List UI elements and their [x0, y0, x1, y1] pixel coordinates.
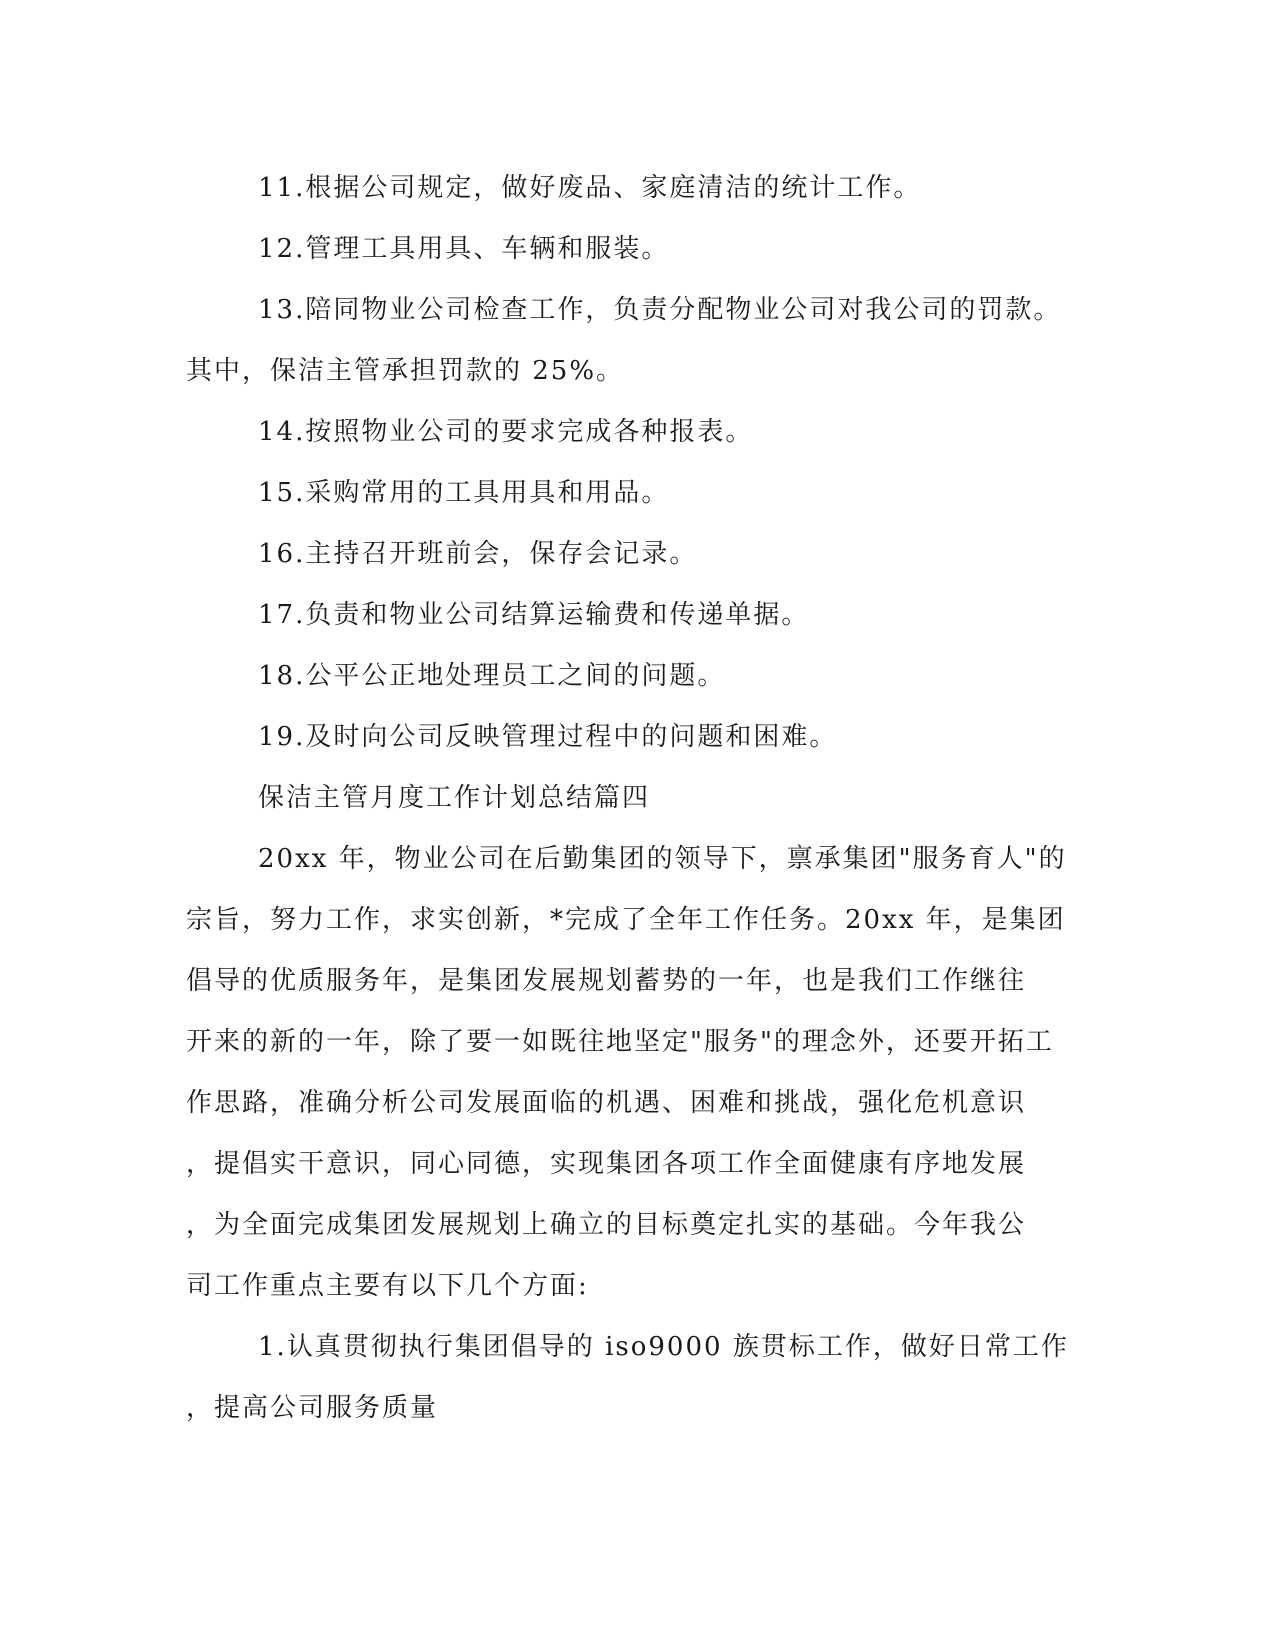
list-item-18: 18.公平公正地处理员工之间的问题。 — [258, 661, 726, 691]
list-item-13-line2: 其中，保洁主管承担罚款的 25%。 — [186, 356, 625, 386]
list-item-17: 17.负责和物业公司结算运输费和传递单据。 — [258, 600, 810, 630]
document-body — [186, 158, 1076, 1439]
intro-line-1: 20xx 年，物业公司在后勤集团的领导下，禀承集团"服务育人"的 — [258, 844, 1067, 874]
point-1-line2: ，提高公司服务质量 — [186, 1393, 439, 1423]
list-item-19: 19.及时向公司反映管理过程中的问题和困难。 — [258, 722, 838, 752]
intro-line-6: ，提倡实干意识，同心同德，实现集团各项工作全面健康有序地发展 — [186, 1149, 1027, 1179]
list-item-16: 16.主持召开班前会，保存会记录。 — [258, 539, 698, 569]
intro-line-7: ，为全面完成集团发展规划上确立的目标奠定扎实的基础。今年我公 — [186, 1210, 1027, 1240]
intro-line-8: 司工作重点主要有以下几个方面: — [186, 1271, 589, 1301]
section-heading: 保洁主管月度工作计划总结篇四 — [258, 783, 651, 813]
list-item-13-line1: 13.陪同物业公司检查工作，负责分配物业公司对我公司的罚款。 — [258, 295, 1062, 325]
intro-line-2: 宗旨，努力工作，求实创新，*完成了全年工作任务。20xx 年，是集团 — [186, 905, 1066, 935]
point-1-line1: 1.认真贯彻执行集团倡导的 iso9000 族贯标工作，做好日常工作 — [258, 1332, 1069, 1362]
intro-line-4: 开来的新的一年，除了要一如既往地坚定"服务"的理念外，还要开拓工 — [186, 1027, 1054, 1057]
list-item-11: 11.根据公司规定，做好废品、家庭清洁的统计工作。 — [258, 173, 922, 203]
list-item-14: 14.按照物业公司的要求完成各种报表。 — [258, 417, 754, 447]
list-item-12: 12.管理工具用具、车辆和服装。 — [258, 234, 670, 264]
intro-line-3: 倡导的优质服务年，是集团发展规划蓄势的一年，也是我们工作继往 — [186, 966, 1027, 996]
list-item-15: 15.采购常用的工具用具和用品。 — [258, 478, 670, 508]
intro-line-5: 作思路，准确分析公司发展面临的机遇、困难和挑战，强化危机意识 — [186, 1088, 1027, 1118]
